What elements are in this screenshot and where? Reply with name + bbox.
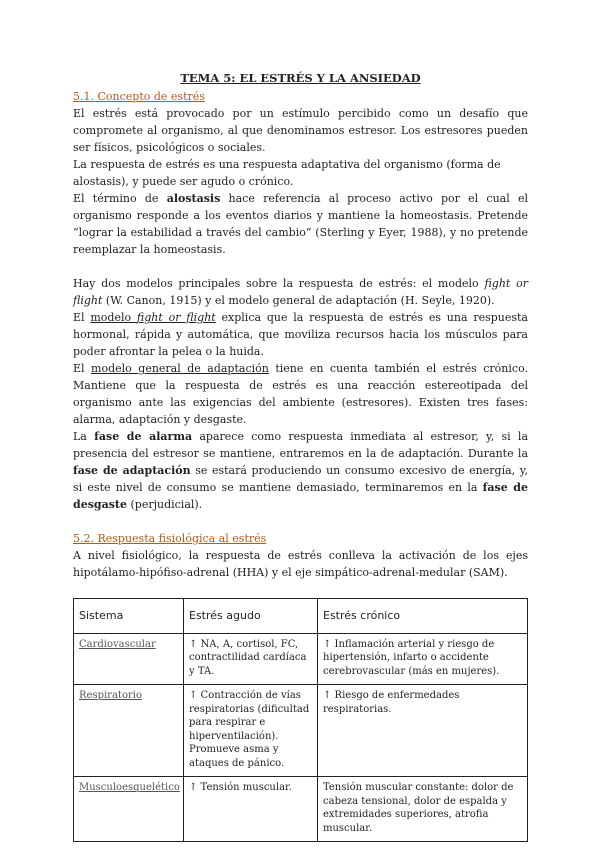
acute-cell: ↑ Contracción de vías respiratorias (dificultad para respirar e hiperventilación). Promueve asma y ataques de pánico. [184,685,318,777]
term-alostasis: alostasis [166,192,221,205]
paragraph: El estrés está provocado por un estímulo percibido como un desafío que compromete al organismo, al que denominamos estresor. Los estresores pueden ser físicos, psicológicos o sociales. [73,107,528,154]
paragraph: El modelo fight or flight explica que la respuesta de estrés es una respuesta hormonal, rápida y automática, que moviliza recursos hacia los músculos para poder afrontar la pelea o la huida. [73,311,528,358]
section-heading-concepto: 5.1. Concepto de estrés [73,90,205,103]
paragraph: A nivel fisiológico, la respuesta de estrés conlleva la activación de los ejes hipotálamo-hipófiso-adrenal (HHA) y el eje simpático-adrenal-medular (SAM). [73,549,528,579]
column-header: Estrés crónico [318,599,528,634]
table-row [74,685,528,777]
chronic-cell: ↑ Riesgo de enfermedades respiratorias. [318,685,528,777]
column-header: Estrés agudo [184,599,318,634]
system-cell: Cardiovascular [74,633,184,685]
acute-cell: ↑ Tensión muscular. [184,777,318,842]
paragraph: Hay dos modelos principales sobre la respuesta de estrés: el modelo fight or flight (W. Canon, 1915) y el modelo general de adaptación (H. Seyle, 1920). [73,277,528,307]
system-cell: Respiratorio [74,685,184,777]
table-row [74,777,528,842]
system-cell: Musculoesquelético [74,777,184,842]
paragraph: La respuesta de estrés es una respuesta adaptativa del organismo (forma de alostasis), y puede ser agudo o crónico. [73,158,501,188]
table-row [74,633,528,685]
paragraph: El término de alostasis hace referencia al proceso activo por el cual el organismo responde a los eventos diarios y mantiene la homeostasis. Pretende “lograr la estabilidad a través del cambio” (Sterling y Eyer, 1988), y no pretende reemplazar la homeostasis. [73,192,528,256]
acute-cell: ↑ NA, A, cortisol, FC, contractilidad cardíaca y TA. [184,633,318,685]
table-header-row [74,599,528,634]
document-title: TEMA 5: EL ESTRÉS Y LA ANSIEDAD [180,71,421,85]
paragraph: El modelo general de adaptación tiene en cuenta también el estrés crónico. Mantiene que la respuesta de estrés es una reacción estereotipada del organismo ante las exigencias del ambiente (estresores). Existen tres fases: alarma, adaptación y desgaste. [73,362,528,426]
section-heading-respuesta: 5.2. Respuesta fisiológica al estrés [73,532,267,545]
chronic-cell: Tensión muscular constante: dolor de cabeza tensional, dolor de espalda y extremidades superiores, atrofia muscular. [318,777,528,842]
document-page [73,70,528,842]
paragraph: La fase de alarma aparece como respuesta inmediata al estresor, y, si la presencia del estresor se mantiene, entraremos en la de adaptación. Durante la fase de adaptación se estará produciendo un consumo excesivo de energía, y, si este nivel de consumo se mantiene demasiado, terminaremos en la fase de desgaste (perjudicial). [73,430,529,511]
term-modelo-general: modelo general de adaptación [91,362,269,375]
column-header: Sistema [74,599,184,634]
stress-table [73,598,528,842]
term-fight-or-flight: modelo fight or flight [90,311,216,324]
chronic-cell: ↑ Inflamación arterial y riesgo de hipertensión, infarto o accidente cerebrovascular (más en mujeres). [318,633,528,685]
